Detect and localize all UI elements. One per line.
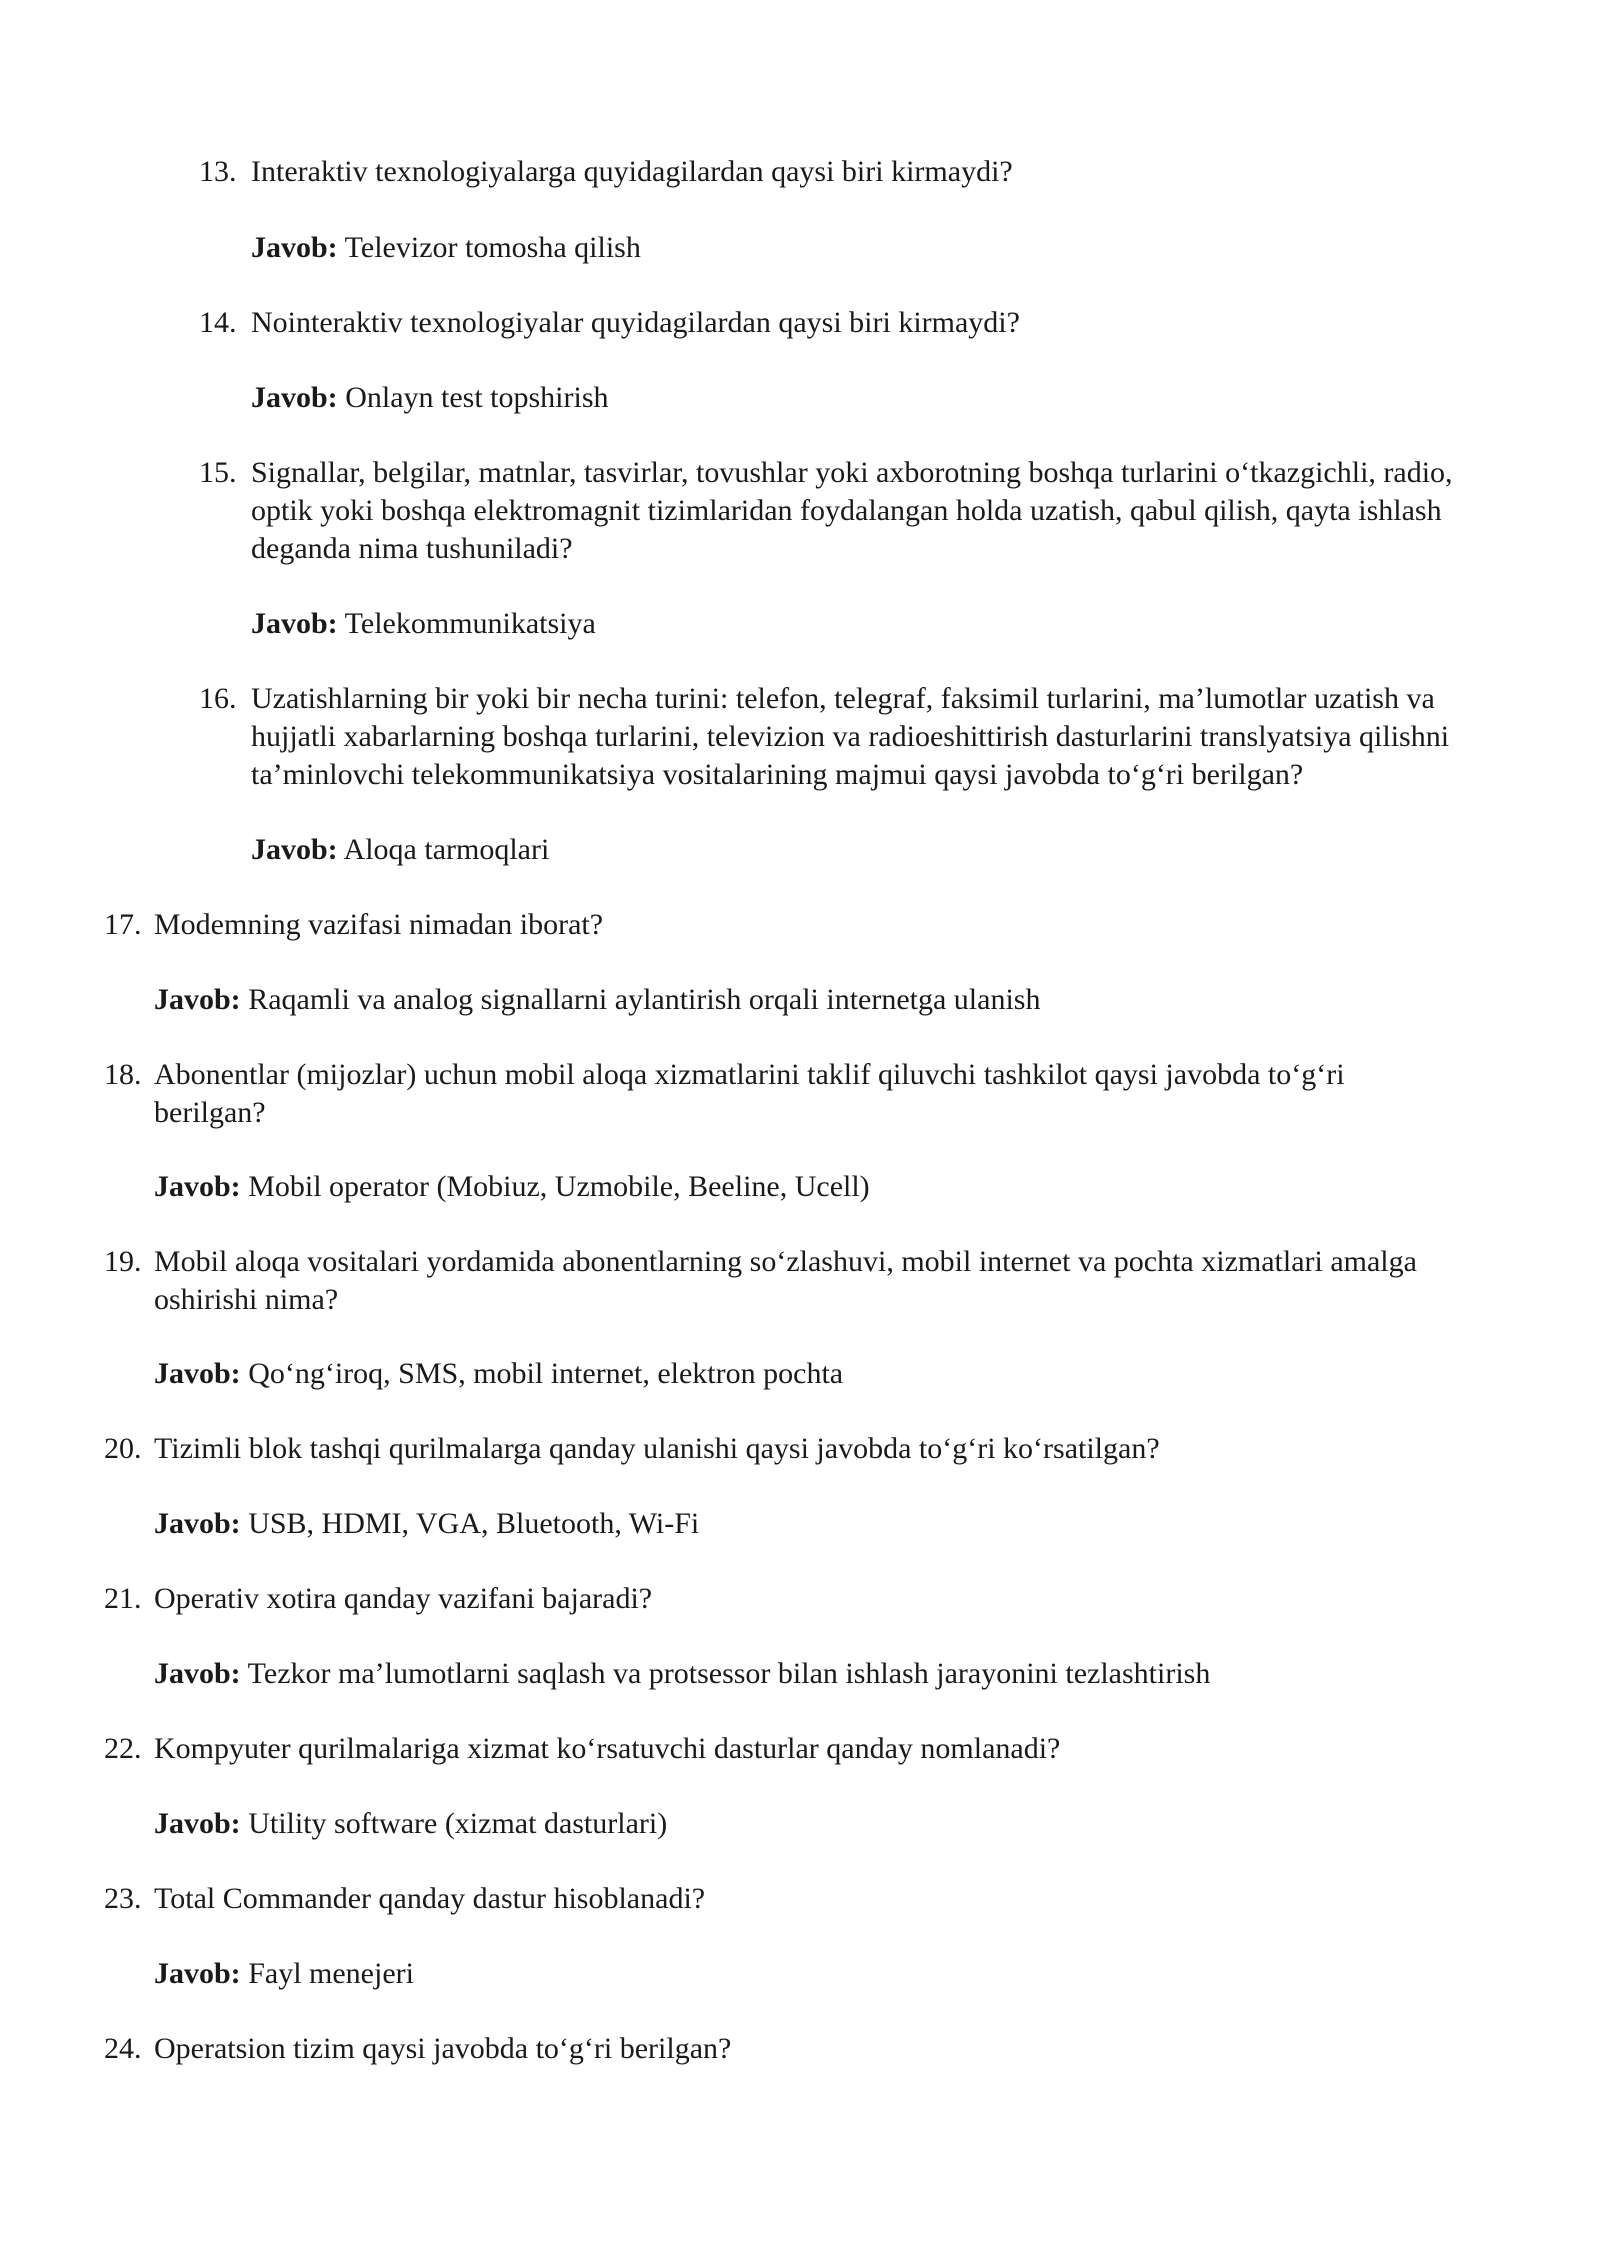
answer-14 (251, 379, 609, 417)
answer-label: Javob: (154, 1807, 241, 1840)
question-number: 13. (199, 155, 237, 188)
question-24 (104, 2030, 1454, 2068)
answer-20 (154, 1505, 699, 1543)
question-number: 19. (104, 1245, 142, 1278)
question-text: Uzatishlarning bir yoki bir necha turini: telefon, telegraf, faksimil turlarini, ma’lumotlar uzatish va hujjatli xabarlarning boshqa turlarini, televizion va radioeshittirish dasturlarini translyatsiya qilishni ta’minlovchi telekommunikatsiya vositalarining majmui qaysi javobda to‘g‘ri berilgan? (251, 682, 1450, 791)
answer-label: Javob: (154, 1357, 241, 1390)
answer-text: Televizor tomosha qilish (344, 231, 641, 264)
answer-text: Onlayn test topshirish (345, 381, 609, 414)
question-text: Interaktiv texnologiyalarga quyidagilardan qaysi biri kirmaydi? (251, 155, 1013, 188)
answer-19 (154, 1355, 843, 1393)
answer-text: Mobil operator (Mobiuz, Uzmobile, Beeline, Ucell) (248, 1170, 870, 1203)
answer-text: USB, HDMI, VGA, Bluetooth, Wi-Fi (248, 1507, 700, 1540)
question-text: Tizimli blok tashqi qurilmalarga qanday ulanishi qaysi javobda to‘g‘ri ko‘rsatilgan? (154, 1432, 1160, 1465)
question-17 (104, 906, 1454, 944)
question-18 (104, 1056, 1454, 1132)
answer-label: Javob: (251, 833, 338, 866)
answer-text: Tezkor ma’lumotlarni saqlash va protsessor bilan ishlash jarayonini tezlashtirish (247, 1657, 1211, 1690)
answer-label: Javob: (251, 607, 338, 640)
answer-text: Fayl menejeri (248, 1957, 414, 1990)
answer-text: Utility software (xizmat dasturlari) (248, 1807, 668, 1840)
answer-label: Javob: (251, 381, 338, 414)
question-text: Operativ xotira qanday vazifani bajaradi? (154, 1582, 653, 1615)
question-text: Nointeraktiv texnologiyalar quyidagilardan qaysi biri kirmaydi? (251, 306, 1020, 339)
question-text: Modemning vazifasi nimadan iborat? (154, 908, 604, 941)
question-text: Operatsion tizim qaysi javobda to‘g‘ri berilgan? (154, 2032, 732, 2065)
question-13 (199, 153, 1511, 191)
answer-23 (154, 1955, 414, 1993)
answer-22 (154, 1805, 667, 1843)
answer-label: Javob: (154, 1507, 241, 1540)
question-23 (104, 1880, 1454, 1918)
answer-text: Aloqa tarmoqlari (343, 833, 550, 866)
answer-text: Raqamli va analog signallarni aylantirish orqali internetga ulanish (248, 983, 1041, 1016)
question-number: 18. (104, 1058, 142, 1091)
question-number: 23. (104, 1882, 142, 1915)
answer-17 (154, 981, 1040, 1019)
answer-label: Javob: (154, 1170, 241, 1203)
question-number: 20. (104, 1432, 142, 1465)
answer-label: Javob: (154, 1957, 241, 1990)
answer-label: Javob: (251, 231, 338, 264)
question-text: Kompyuter qurilmalariga xizmat ko‘rsatuvchi dasturlar qanday nomlanadi? (154, 1732, 1061, 1765)
question-number: 21. (104, 1582, 142, 1615)
question-15 (199, 454, 1511, 568)
answer-16 (251, 831, 549, 869)
question-text: Signallar, belgilar, matnlar, tasvirlar, tovushlar yoki axborotning boshqa turlarini o‘tkazgichli, radio, optik yoki boshqa elektromagnit tizimlaridan foydalangan holda uzatish, qabul qilish, qayta ishlash deganda nima tushuniladi? (251, 456, 1453, 565)
question-21 (104, 1580, 1454, 1618)
question-number: 24. (104, 2032, 142, 2065)
question-16 (199, 680, 1511, 794)
question-number: 22. (104, 1732, 142, 1765)
question-text: Total Commander qanday dastur hisoblanadi? (154, 1882, 706, 1915)
question-20 (104, 1430, 1454, 1468)
answer-21 (154, 1655, 1210, 1693)
question-number: 16. (199, 682, 237, 715)
question-number: 17. (104, 908, 142, 941)
answer-15 (251, 605, 596, 643)
answer-text: Telekommunikatsiya (344, 607, 596, 640)
answer-label: Javob: (154, 1657, 241, 1690)
answer-18 (154, 1168, 870, 1206)
question-number: 14. (199, 306, 237, 339)
question-number: 15. (199, 456, 237, 489)
question-text: Abonentlar (mijozlar) uchun mobil aloqa xizmatlarini taklif qiluvchi tashkilot qaysi javobda to‘g‘ri berilgan? (154, 1058, 1345, 1129)
answer-13 (251, 229, 641, 267)
question-14 (199, 304, 1511, 342)
question-19 (104, 1243, 1454, 1319)
question-text: Mobil aloqa vositalari yordamida abonentlarning so‘zlashuvi, mobil internet va pochta xizmatlari amalga oshirishi nima? (154, 1245, 1417, 1316)
answer-text: Qo‘ng‘iroq, SMS, mobil internet, elektron pochta (248, 1357, 844, 1390)
question-22 (104, 1730, 1454, 1768)
answer-label: Javob: (154, 983, 241, 1016)
